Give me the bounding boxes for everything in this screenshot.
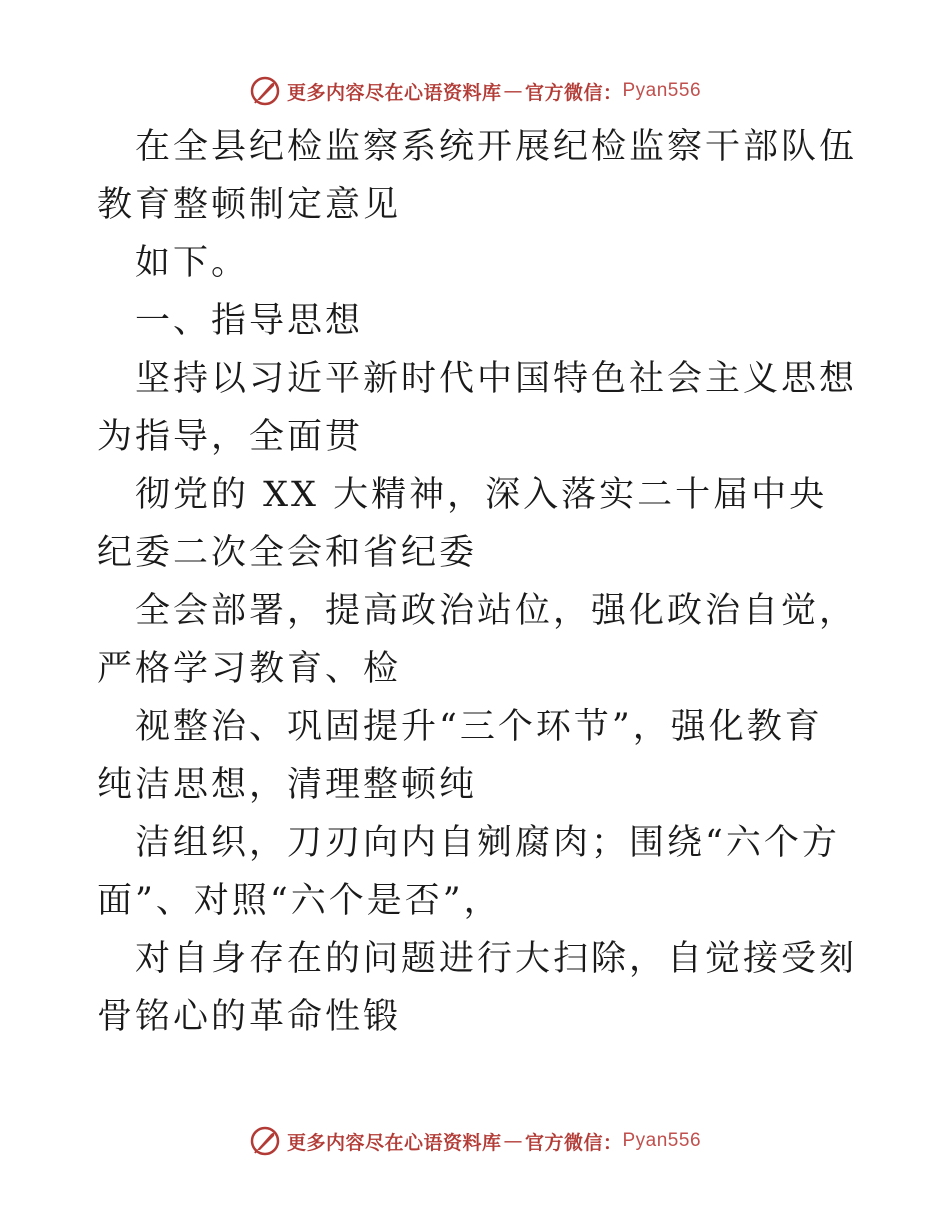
watermark-dash: —	[503, 1130, 523, 1152]
watermark-wechat-id: Pyan556	[622, 80, 702, 101]
watermark-text: 更多内容尽在心语资料库	[286, 1131, 502, 1154]
watermark-dash: —	[503, 80, 523, 102]
watermark-label: 官方微信：	[524, 1131, 623, 1154]
quill-pen-logo-icon	[249, 75, 281, 107]
watermark-label: 官方微信：	[524, 81, 623, 104]
footer-watermark	[0, 1121, 950, 1161]
paragraph: 对自身存在的问题进行大扫除，自觉接受刻骨铭心的革命性锻	[97, 939, 858, 1037]
paragraph: 洁组织，刀刃向内自剜腐肉；围绕“六个方面”、对照“六个是否”，	[97, 823, 840, 921]
quill-pen-logo-icon	[249, 1125, 281, 1157]
paragraph: 在全县纪检监察系统开展纪检监察干部队伍教育整顿制定意见	[97, 127, 858, 225]
document-body	[97, 118, 857, 1046]
header-watermark	[0, 71, 950, 111]
paragraph: 视整治、巩固提升“三个环节”，强化教育纯洁思想，清理整顿纯	[97, 707, 823, 805]
paragraph: 全会部署，提高政治站位，强化政治自觉，严格学习教育、检	[97, 591, 858, 689]
paragraph: 彻党的 XX 大精神，深入落实二十届中央纪委二次全会和省纪委	[97, 475, 828, 573]
watermark-text: 更多内容尽在心语资料库	[286, 81, 502, 104]
paragraph: 坚持以习近平新时代中国特色社会主义思想为指导，全面贯	[97, 359, 858, 457]
paragraph: 如下。	[135, 243, 250, 283]
watermark-wechat-id: Pyan556	[622, 1130, 702, 1151]
section-heading: 一、指导思想	[135, 301, 364, 341]
